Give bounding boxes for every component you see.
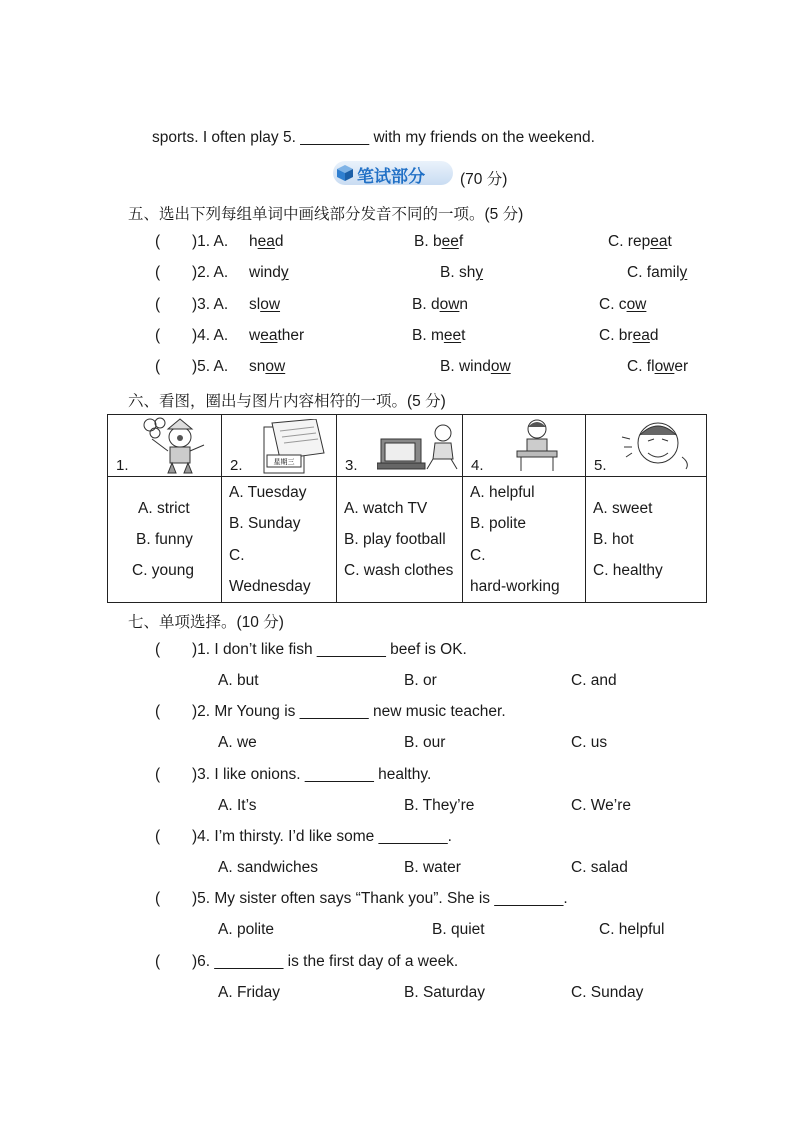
choice-b[interactable]: B. water <box>404 859 461 876</box>
answer-bracket[interactable]: ( <box>155 358 161 375</box>
word-option-b[interactable]: B. window <box>440 358 511 375</box>
picture-cell-4 <box>463 415 586 477</box>
underlined-letters: y <box>280 264 289 281</box>
underlined-letters: y <box>679 264 688 281</box>
option-c-text[interactable]: hard-working <box>470 578 560 595</box>
question-number: )5. A. <box>192 358 229 375</box>
underlined-letters: ea <box>650 233 668 250</box>
tv-picture <box>377 419 459 471</box>
options-cell-3 <box>337 477 463 603</box>
word-option-b[interactable]: B. down <box>412 296 469 313</box>
clown-picture <box>138 417 218 475</box>
underlined-letters: ow <box>439 296 460 313</box>
answer-bracket[interactable]: ( <box>155 233 161 250</box>
picture-number: 5. <box>594 457 607 474</box>
section-6-heading: 六、看图，圈出与图片内容相符的一项。(5 分) <box>128 393 446 410</box>
question-text: )6. ________ is the first day of a week. <box>192 953 459 970</box>
question-text: )5. My sister often says “Thank you”. She is ________. <box>192 890 568 907</box>
option-c[interactable]: C. <box>229 547 245 564</box>
option-b[interactable]: B. Sunday <box>229 515 301 532</box>
word-option-b[interactable]: B. shy <box>440 264 484 281</box>
choice-b[interactable]: B. They’re <box>404 797 475 814</box>
option-c[interactable]: C. <box>470 547 486 564</box>
section-title: 笔试部分 <box>357 167 425 187</box>
section-badge <box>333 161 453 185</box>
options-cell-4 <box>463 477 586 603</box>
underlined-letters: ea <box>260 327 278 344</box>
answer-bracket[interactable]: ( <box>155 264 161 281</box>
picture-cell-3 <box>337 415 463 477</box>
word-option-a[interactable]: snow <box>249 358 286 375</box>
picture-table <box>107 414 707 603</box>
choice-c[interactable]: C. salad <box>571 859 628 876</box>
student-picture <box>513 417 563 473</box>
choice-a[interactable]: A. we <box>218 734 257 751</box>
underlined-letters: ee <box>443 327 462 344</box>
underlined-letters: y <box>475 264 484 281</box>
choice-c[interactable]: C. helpful <box>599 921 665 938</box>
choice-c[interactable]: C. Sunday <box>571 984 644 1001</box>
question-number: )2. A. <box>192 264 229 281</box>
calendar-label: 星期三 <box>273 458 295 466</box>
word-option-c[interactable]: C. cow <box>599 296 647 313</box>
word-option-b[interactable]: B. beef <box>414 233 464 250</box>
choice-c[interactable]: C. and <box>571 672 617 689</box>
answer-bracket[interactable]: ( <box>155 953 161 970</box>
calendar-picture <box>258 419 328 475</box>
choice-a[interactable]: A. It’s <box>218 797 257 814</box>
choice-a[interactable]: A. sandwiches <box>218 859 318 876</box>
option-a[interactable]: A. watch TV <box>344 500 428 517</box>
option-c-text[interactable]: Wednesday <box>229 578 311 595</box>
option-c[interactable]: C. healthy <box>593 562 663 579</box>
picture-cell-5 <box>586 415 707 477</box>
underlined-letters: ow <box>490 358 511 375</box>
spicy-face-picture <box>616 417 696 475</box>
picture-number: 4. <box>471 457 484 474</box>
options-cell-1 <box>108 477 222 603</box>
word-option-a[interactable]: head <box>249 233 284 250</box>
option-b[interactable]: B. hot <box>593 531 634 548</box>
underlined-letters: ea <box>632 327 650 344</box>
word-option-c[interactable]: C. family <box>627 264 688 281</box>
choice-a[interactable]: A. Friday <box>218 984 281 1001</box>
cube-icon <box>336 164 354 182</box>
option-a[interactable]: A. sweet <box>593 500 653 517</box>
word-option-c[interactable]: C. repeat <box>608 233 672 250</box>
word-option-a[interactable]: weather <box>249 327 305 344</box>
section-7-heading: 七、单项选择。(10 分) <box>128 614 284 631</box>
option-c[interactable]: C. young <box>132 562 195 579</box>
underlined-letters: ow <box>260 296 281 313</box>
answer-bracket[interactable]: ( <box>155 766 161 783</box>
word-option-c[interactable]: C. bread <box>599 327 659 344</box>
passage-continuation: sports. I often play 5. ________ with my friends on the weekend. <box>152 129 595 146</box>
picture-number: 1. <box>116 457 129 474</box>
choice-a[interactable]: A. but <box>218 672 259 689</box>
answer-bracket[interactable]: ( <box>155 890 161 907</box>
question-number: )4. A. <box>192 327 229 344</box>
underlined-letters: ow <box>654 358 675 375</box>
answer-bracket[interactable]: ( <box>155 296 161 313</box>
options-cell-5 <box>586 477 707 603</box>
choice-b[interactable]: B. our <box>404 734 446 751</box>
choice-b[interactable]: B. Saturday <box>404 984 485 1001</box>
option-a[interactable]: A. Tuesday <box>229 484 307 501</box>
picture-number: 3. <box>345 457 358 474</box>
option-a[interactable]: A. strict <box>138 500 190 517</box>
question-text: )2. Mr Young is ________ new music teacher. <box>192 703 506 720</box>
question-text: )3. I like onions. ________ healthy. <box>192 766 432 783</box>
question-number: )1. A. <box>192 233 229 250</box>
word-option-b[interactable]: B. meet <box>412 327 466 344</box>
section-5-heading: 五、选出下列每组单词中画线部分发音不同的一项。(5 分) <box>128 206 524 223</box>
choice-b[interactable]: B. or <box>404 672 437 689</box>
underlined-letters: ow <box>626 296 647 313</box>
option-b[interactable]: B. play football <box>344 531 446 548</box>
choice-b[interactable]: B. quiet <box>432 921 485 938</box>
choice-a[interactable]: A. polite <box>218 921 275 938</box>
option-b[interactable]: B. polite <box>470 515 527 532</box>
word-option-a[interactable]: windy <box>249 264 289 281</box>
section-score: (70 分) <box>460 171 508 188</box>
option-b[interactable]: B. funny <box>136 531 193 548</box>
underlined-letters: ea <box>257 233 275 250</box>
underlined-letters: ow <box>265 358 286 375</box>
answer-bracket[interactable]: ( <box>155 327 161 344</box>
question-text: )1. I don’t like fish ________ beef is OK. <box>192 641 467 658</box>
option-a[interactable]: A. helpful <box>470 484 535 501</box>
choice-c[interactable]: C. us <box>571 734 608 751</box>
choice-c[interactable]: C. We’re <box>571 797 632 814</box>
question-number: )3. A. <box>192 296 229 313</box>
answer-bracket[interactable]: ( <box>155 641 161 658</box>
answer-bracket[interactable]: ( <box>155 828 161 845</box>
options-cell-2 <box>222 477 337 603</box>
word-option-a[interactable]: slow <box>249 296 281 313</box>
picture-cell-1 <box>108 415 222 477</box>
answer-bracket[interactable]: ( <box>155 703 161 720</box>
underlined-letters: ee <box>441 233 459 250</box>
word-option-c[interactable]: C. flower <box>627 358 689 375</box>
question-text: )4. I’m thirsty. I’d like some ________. <box>192 828 452 845</box>
picture-cell-2 <box>222 415 337 477</box>
picture-number: 2. <box>230 457 243 474</box>
option-c[interactable]: C. wash clothes <box>344 562 454 579</box>
